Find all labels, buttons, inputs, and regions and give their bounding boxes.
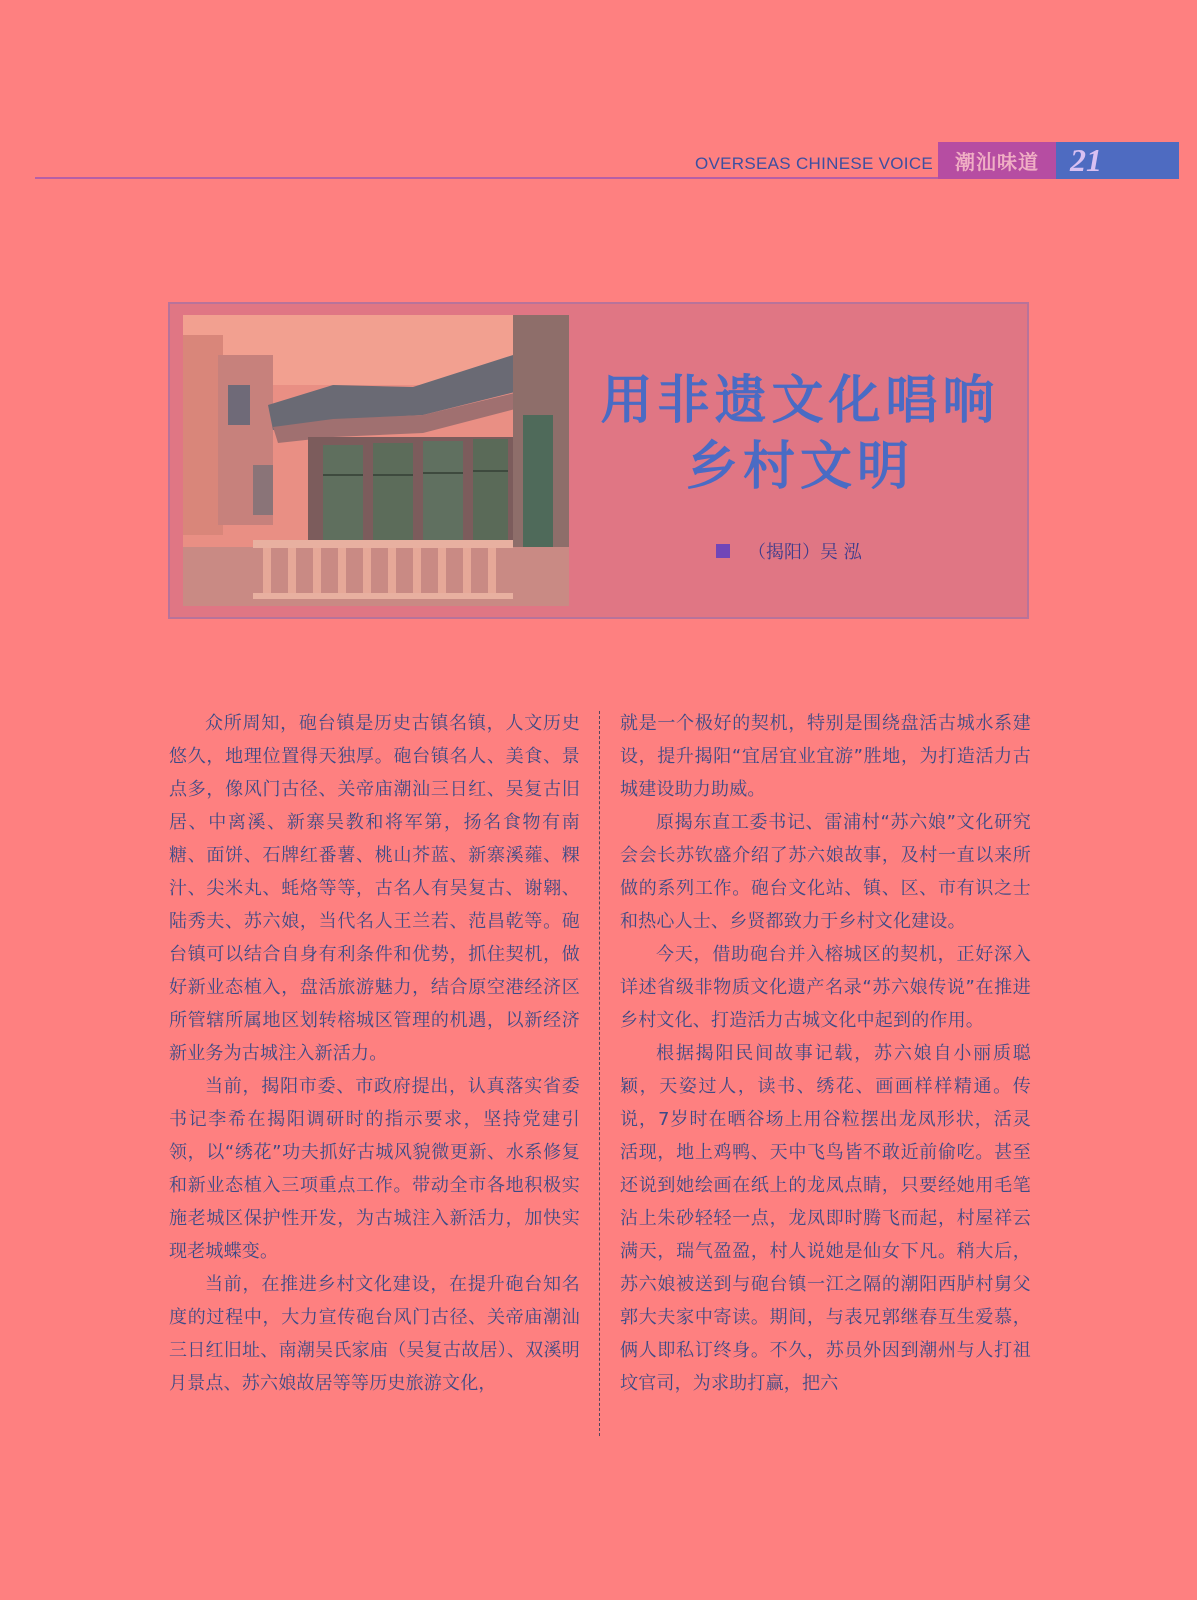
left-column xyxy=(169,707,580,1400)
author-byline xyxy=(716,538,862,564)
paragraph: 根据揭阳民间故事记载，苏六娘自小丽质聪颖，天姿过人，读书、绣花、画画样样精通。传说，7岁时在晒谷场上用谷粒摆出龙凤形状，活灵活现，地上鸡鸭、天中飞鸟皆不敢近前偷吃。甚至还说到她绘画在纸上的龙凤点睛，只要经她用毛笔沾上朱砂轻轻一点，龙凤即时腾飞而起，村屋祥云满天，瑞气盈盈，村人说她是仙女下凡。稍大后，苏六娘被送到与砲台镇一江之隔的潮阳西胪村舅父郭大夫家中寄读。期间，与表兄郭继春互生爱慕，俩人即私订终身。不久，苏员外因到潮州与人打祖坟官司，为求助打赢，把六 xyxy=(620,1043,1031,1394)
paragraph: 当前，揭阳市委、市政府提出，认真落实省委书记李希在揭阳调研时的指示要求，坚持党建引领，以“绣花”功夫抓好古城风貌微更新、水系修复和新业态植入三项重点工作。带动全市各地积极实施老城区保护性开发，为古城注入新活力，加快实现老城蝶变。 xyxy=(169,1076,580,1262)
title-line-1: 用非遗文化唱响 xyxy=(600,371,1000,431)
right-column xyxy=(620,707,1031,1400)
column-divider xyxy=(599,711,600,1436)
title-line-2: 乡村文明 xyxy=(685,437,914,497)
paragraph: 原揭东直工委书记、雷浦村“苏六娘”文化研究会会长苏钦盛介绍了苏六娘故事，及村一直以来所做的系列工作。砲台文化站、镇、区、市有识之士和热心人士、乡贤都致力于乡村文化建设。 xyxy=(620,812,1031,932)
ancestral-house-photo xyxy=(183,315,569,606)
author-name: （揭阳）吴 泓 xyxy=(748,542,862,563)
paragraph: 今天，借助砲台并入榕城区的契机，正好深入详述省级非物质文化遗产名录“苏六娘传说”在推进乡村文化、打造活力古城文化中起到的作用。 xyxy=(620,944,1031,1031)
paragraph: 众所周知，砲台镇是历史古镇名镇，人文历史悠久，地理位置得天独厚。砲台镇名人、美食、景点多，像风门古径、关帝庙潮汕三日红、吴复古旧居、中离溪、新寨吴教和将军第，扬名食物有南糖、面饼、石牌红番薯、桃山芥蓝、新寨溪蕹、粿汁、尖米丸、蚝烙等等，古名人有吴复古、谢翱、陆秀夫、苏六娘，当代名人王兰若、范昌乾等。砲台镇可以结合自身有利条件和优势，抓住契机，做好新业态植入，盘活旅游魅力，结合原空港经济区所管辖所属地区划转榕城区管理的机遇，以新经济新业务为古城注入新活力。 xyxy=(169,713,580,1064)
square-bullet-icon xyxy=(716,544,730,558)
paragraph: 就是一个极好的契机，特别是围绕盘活古城水系建设，提升揭阳“宜居宜业宜游”胜地，为打造活力古城建设助力助威。 xyxy=(620,713,1031,800)
article-title xyxy=(580,368,1020,500)
magazine-name: OVERSEAS CHINESE VOICE xyxy=(695,154,934,173)
section-tag: 潮汕味道 xyxy=(938,142,1056,179)
page-number: 21 xyxy=(1056,142,1179,179)
paragraph: 当前，在推进乡村文化建设，在提升砲台知名度的过程中，大力宣传砲台风门古径、关帝庙潮汕三日红旧址、南潮吴氏家庙（吴复古故居）、双溪明月景点、苏六娘故居等等历史旅游文化， xyxy=(169,1274,580,1394)
